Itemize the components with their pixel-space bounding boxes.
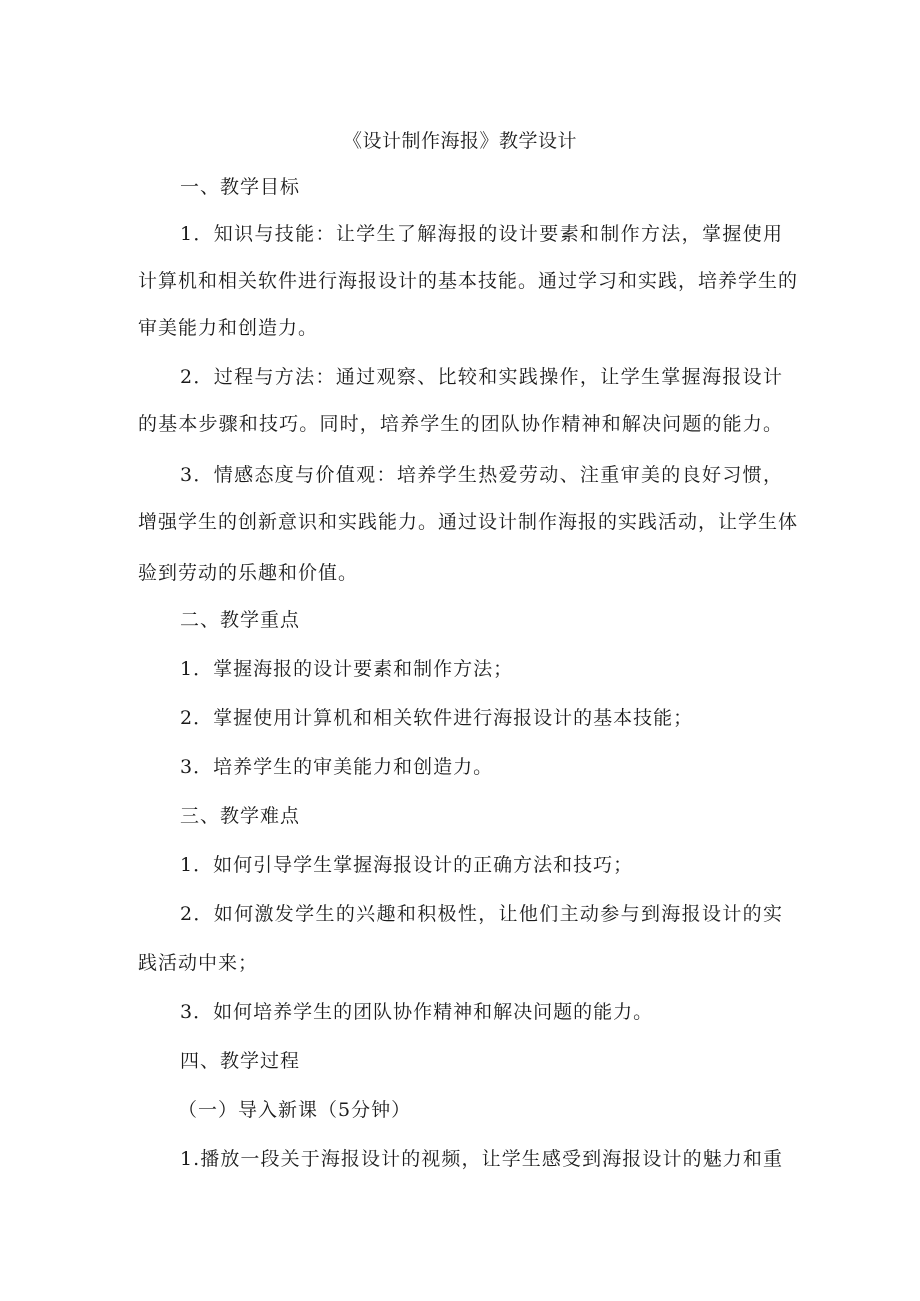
list-item: 1．掌握海报的设计要素和制作方法；: [180, 658, 514, 680]
paragraph-line: 2．过程与方法：通过观察、比较和实践操作，让学生掌握海报设计: [180, 366, 783, 388]
section-heading-objectives: 一、教学目标: [180, 176, 301, 198]
list-item: 3．如何培养学生的团队协作精神和解决问题的能力。: [180, 1001, 654, 1023]
paragraph-line: 1.播放一段关于海报设计的视频，让学生感受到海报设计的魅力和重: [180, 1148, 783, 1170]
list-item: 2．如何激发学生的兴趣和积极性，让他们主动参与到海报设计的实: [180, 903, 783, 925]
section-heading-process: 四、教学过程: [180, 1050, 301, 1072]
paragraph-line: 增强学生的创新意识和实践能力。通过设计制作海报的实践活动，让学生体: [138, 511, 799, 533]
list-item-continuation: 践活动中来；: [138, 952, 259, 974]
section-heading-difficulties: 三、教学难点: [180, 805, 301, 827]
subsection-heading: （一）导入新课（5分钟）: [178, 1099, 412, 1121]
paragraph-line: 验到劳动的乐趣和价值。: [138, 562, 359, 584]
list-item: 2．掌握使用计算机和相关软件进行海报设计的基本技能；: [180, 707, 694, 729]
document-title: 《设计制作海报》教学设计: [342, 130, 577, 152]
list-item: 1．如何引导学生掌握海报设计的正确方法和技巧；: [180, 854, 634, 876]
paragraph-line: 审美能力和创造力。: [138, 317, 319, 339]
section-heading-key-points: 二、教学重点: [180, 609, 301, 631]
paragraph-line: 3．情感态度与价值观：培养学生热爱劳动、注重审美的良好习惯，: [180, 464, 783, 486]
list-item: 3．培养学生的审美能力和创造力。: [180, 756, 494, 778]
paragraph-line: 的基本步骤和技巧。同时，培养学生的团队协作精神和解决问题的能力。: [138, 413, 783, 435]
paragraph-line: 1．知识与技能：让学生了解海报的设计要素和制作方法，掌握使用: [180, 223, 783, 245]
paragraph-line: 计算机和相关软件进行海报设计的基本技能。通过学习和实践，培养学生的: [138, 270, 799, 292]
